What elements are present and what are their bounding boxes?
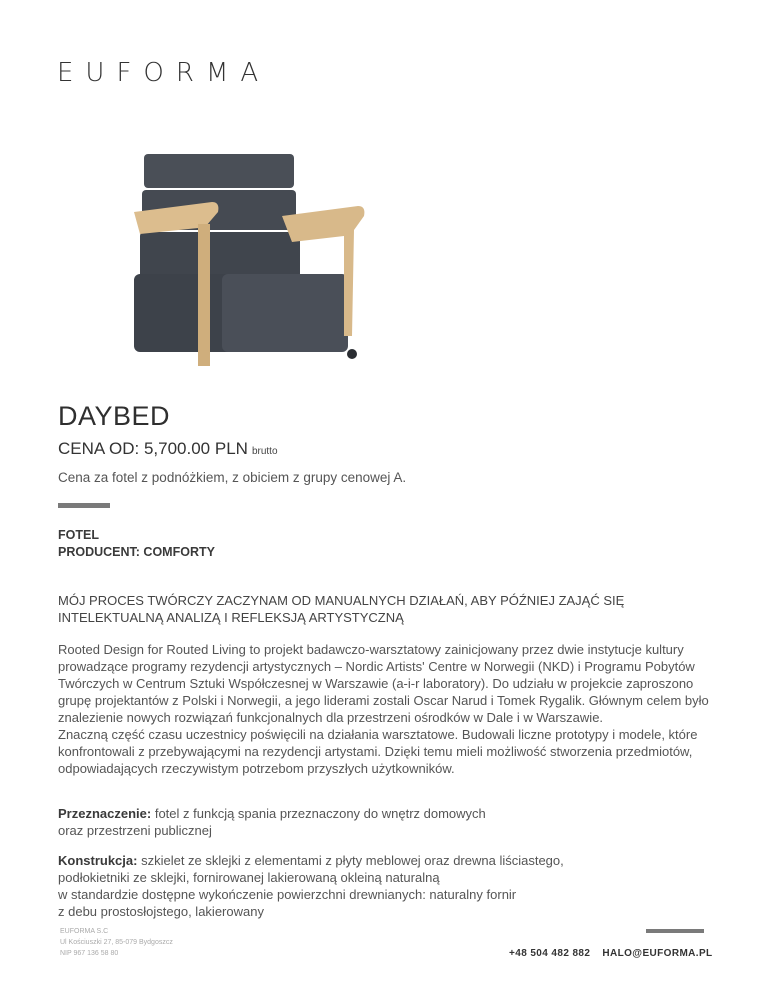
spec-construction bbox=[58, 852, 718, 919]
description-paragraph: Rooted Design for Routed Living to projekt badawczo-warsztatowy zainicjowany przez dwie instytucje kultury prowadzące programy rezydencji artystycznych – Nordic Artists' Centre w Norwegii (NKD) i Programu Pobytów Twórczych w Centrum Sztuki Współczesnej w Warszawie (a-i-r laboratory). Do udziału w projekcie zaproszono grupę projektantów z Polski i Norwegii, a jego liderami zostali Oscar Narud i Tomek Rygalik. Głównym celem było znalezienie nowych rozwiązań funkcjonalnych dla przestrzeni ośrodków w Dale i w Warszawie. bbox=[58, 642, 709, 725]
product-price bbox=[58, 439, 278, 459]
spec-value: w standardzie dostępne wykończenie powierzchni drewnianych: naturalny fornir bbox=[58, 887, 517, 902]
description-body bbox=[58, 641, 718, 777]
spec-value: podłokietniki ze sklejki, fornirowanej lakierowaną okleiną naturalną bbox=[58, 870, 440, 885]
price-note: Cena za fotel z podnóżkiem, z obiciem z grupy cenowej A. bbox=[58, 470, 407, 485]
footer-phone-link[interactable]: +48 504 482 882 bbox=[509, 948, 591, 959]
footer-contact bbox=[509, 948, 713, 959]
spec-value: szkielet ze sklejki z elementami z płyty meblowej oraz drewna liściastego, bbox=[141, 853, 564, 868]
spec-label: Konstrukcja: bbox=[58, 853, 138, 868]
brand-logo[interactable]: EUFORMA bbox=[57, 58, 271, 88]
price-suffix: brutto bbox=[251, 446, 278, 457]
armchair-illustration bbox=[134, 154, 364, 366]
footer-company: EUFORMA S.C bbox=[60, 928, 109, 935]
spec-value: oraz przestrzeni publicznej bbox=[58, 823, 212, 838]
product-title: DAYBED bbox=[58, 401, 171, 431]
section-divider bbox=[58, 503, 110, 508]
footer-divider bbox=[646, 929, 704, 933]
description-heading: MÓJ PROCES TWÓRCZY ZACZYNAM OD MANUALNYCH DZIAŁAŃ, ABY PÓŹNIEJ ZAJĄĆ SIĘ INTELEKTUALNĄ ANALIZĄ I REFLEKSJĄ ARTYSTYCZNĄ bbox=[58, 593, 625, 625]
product-category: FOTEL bbox=[58, 528, 99, 542]
footer-nip: NIP 967 136 58 80 bbox=[60, 950, 119, 957]
spec-purpose bbox=[58, 805, 718, 839]
description-paragraph: Znaczną część czasu uczestnicy poświęcili na działania warsztatowe. Budowali liczne prototypy i modele, które konfrontowali z przebywającymi na rezydencji artystami. Dzięki temu mieli możliwość stworzenia przedmiotów, odpowiadających rzeczywistym potrzebom przyszłych użytkowników. bbox=[58, 727, 698, 776]
footer-street: Ul Kościuszki 27, 85-079 Bydgoszcz bbox=[60, 939, 173, 946]
spec-value: fotel z funkcją spania przeznaczony do wnętrz domowych bbox=[154, 806, 486, 821]
spec-value: z debu prostosłojstego, lakierowany bbox=[58, 904, 264, 919]
price-value: CENA OD: 5,700.00 PLN bbox=[58, 439, 248, 458]
footer-address bbox=[60, 926, 173, 959]
product-image bbox=[122, 124, 384, 384]
spec-label: Przeznaczenie: bbox=[58, 806, 152, 821]
footer-email-link[interactable]: HALO@EUFORMA.PL bbox=[602, 948, 713, 959]
product-producer: PRODUCENT: COMFORTY bbox=[58, 545, 215, 559]
